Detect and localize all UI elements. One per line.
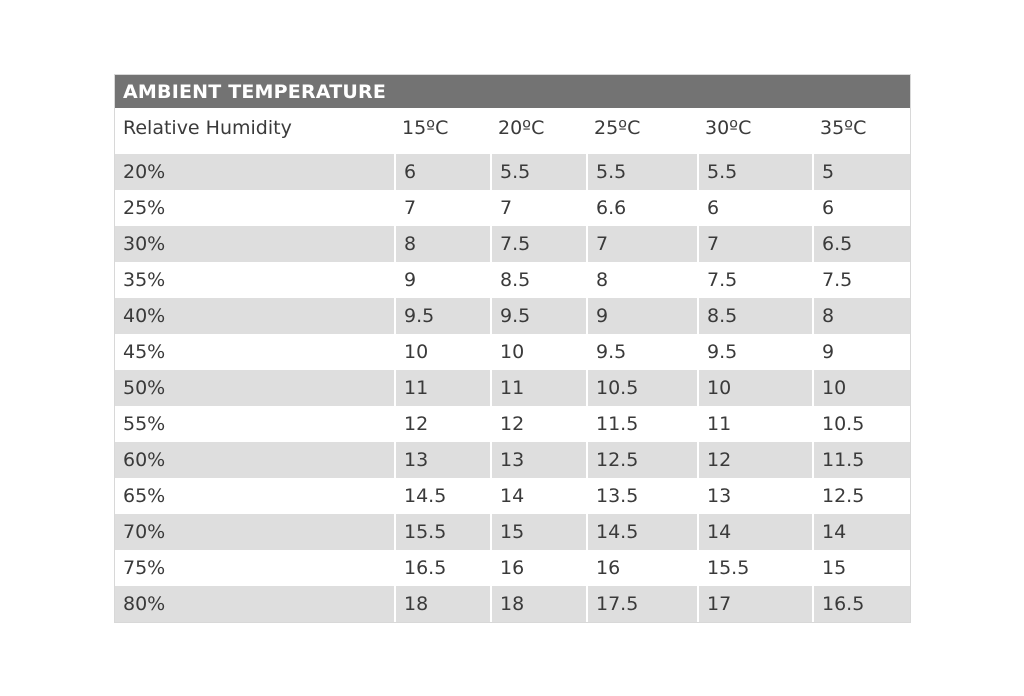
- table-cell: 8.5: [697, 298, 812, 334]
- table-cell: 14: [490, 478, 586, 514]
- humidity-temperature-table: [114, 74, 911, 623]
- table-cell: 15: [812, 550, 910, 586]
- table-row: [115, 298, 910, 334]
- table-cell: 12: [697, 442, 812, 478]
- table-cell: 16: [490, 550, 586, 586]
- table-cell: 9.5: [586, 334, 697, 370]
- table-cell: 9.5: [394, 298, 490, 334]
- table-cell: 5: [812, 154, 910, 190]
- table-cell: 11.5: [812, 442, 910, 478]
- table-cell: 11: [697, 406, 812, 442]
- table-cell: 8: [586, 262, 697, 298]
- table-cell: 6.5: [812, 226, 910, 262]
- table-cell: 15: [490, 514, 586, 550]
- table-cell: 10: [490, 334, 586, 370]
- table-cell: 15.5: [697, 550, 812, 586]
- table-cell: 14.5: [586, 514, 697, 550]
- table-cell: 7.5: [812, 262, 910, 298]
- table-row: [115, 226, 910, 262]
- table-cell: 7.5: [697, 262, 812, 298]
- table-row: [115, 370, 910, 406]
- table-cell: 16.5: [394, 550, 490, 586]
- column-header: 20ºC: [498, 117, 545, 139]
- table-row: [115, 478, 910, 514]
- table-cell: 11: [490, 370, 586, 406]
- table-cell: 60%: [115, 442, 394, 478]
- table-cell: 13: [394, 442, 490, 478]
- table-cell: 11.5: [586, 406, 697, 442]
- table-row: [115, 190, 910, 226]
- table-cell: 6: [697, 190, 812, 226]
- table-cell: 10: [394, 334, 490, 370]
- table-cell: 12: [490, 406, 586, 442]
- table-cell: 11: [394, 370, 490, 406]
- table-cell: 9.5: [490, 298, 586, 334]
- table-cell: 9.5: [697, 334, 812, 370]
- table-cell: 10.5: [812, 406, 910, 442]
- table-cell: 14.5: [394, 478, 490, 514]
- table-cell: 6: [394, 154, 490, 190]
- table-header-row: [115, 108, 910, 154]
- table-cell: 9: [586, 298, 697, 334]
- table-cell: 25%: [123, 197, 166, 219]
- table-cell: 10: [812, 370, 910, 406]
- column-header: Relative Humidity: [123, 117, 292, 139]
- table-row: [115, 550, 910, 586]
- table-row: [115, 334, 910, 370]
- table-cell: 13: [490, 442, 586, 478]
- table-cell: 13.5: [586, 478, 697, 514]
- table-cell: 8: [394, 226, 490, 262]
- table-cell: 15.5: [394, 514, 490, 550]
- column-header: 35ºC: [820, 117, 867, 139]
- table-cell: 10.5: [586, 370, 697, 406]
- table-cell: 16.5: [812, 586, 910, 622]
- table-cell: 8.5: [490, 262, 586, 298]
- table-cell: 5.5: [490, 154, 586, 190]
- table-row: [115, 154, 910, 190]
- table-cell: 9: [394, 262, 490, 298]
- table-cell: 5.5: [586, 154, 697, 190]
- table-cell: 18: [490, 586, 586, 622]
- table-cell: 9: [812, 334, 910, 370]
- column-header: 30ºC: [705, 117, 752, 139]
- table-cell: 40%: [115, 298, 394, 334]
- table-title: AMBIENT TEMPERATURE: [115, 75, 910, 108]
- table-cell: 65%: [123, 485, 166, 507]
- table-cell: 13: [697, 478, 812, 514]
- table-cell: 17: [697, 586, 812, 622]
- table-cell: 50%: [115, 370, 394, 406]
- table-row: [115, 586, 910, 622]
- table-cell: 20%: [115, 154, 394, 190]
- table-row: [115, 262, 910, 298]
- table-cell: 6: [812, 190, 910, 226]
- table-cell: 6.6: [586, 190, 697, 226]
- table-cell: 5.5: [697, 154, 812, 190]
- table-cell: 10: [697, 370, 812, 406]
- table-cell: 45%: [123, 341, 166, 363]
- table-row: [115, 514, 910, 550]
- table-cell: 70%: [115, 514, 394, 550]
- table-cell: 7: [586, 226, 697, 262]
- table-cell: 8: [812, 298, 910, 334]
- table-row: [115, 406, 910, 442]
- table-cell: 14: [697, 514, 812, 550]
- table-cell: 14: [812, 514, 910, 550]
- column-header: 25ºC: [594, 117, 641, 139]
- table-cell: 7.5: [490, 226, 586, 262]
- table-cell: 7: [697, 226, 812, 262]
- table-cell: 7: [394, 190, 490, 226]
- table-cell: 12: [394, 406, 490, 442]
- table-cell: 12.5: [586, 442, 697, 478]
- table-cell: 55%: [123, 413, 166, 435]
- table-cell: 35%: [123, 269, 166, 291]
- table-cell: 12.5: [812, 478, 910, 514]
- table-cell: 75%: [123, 557, 166, 579]
- table-cell: 16: [586, 550, 697, 586]
- table-cell: 17.5: [586, 586, 697, 622]
- table-cell: 80%: [115, 586, 394, 622]
- table-cell: 7: [490, 190, 586, 226]
- table-row: [115, 442, 910, 478]
- column-header: 15ºC: [402, 117, 449, 139]
- table-cell: 30%: [115, 226, 394, 262]
- table-cell: 18: [394, 586, 490, 622]
